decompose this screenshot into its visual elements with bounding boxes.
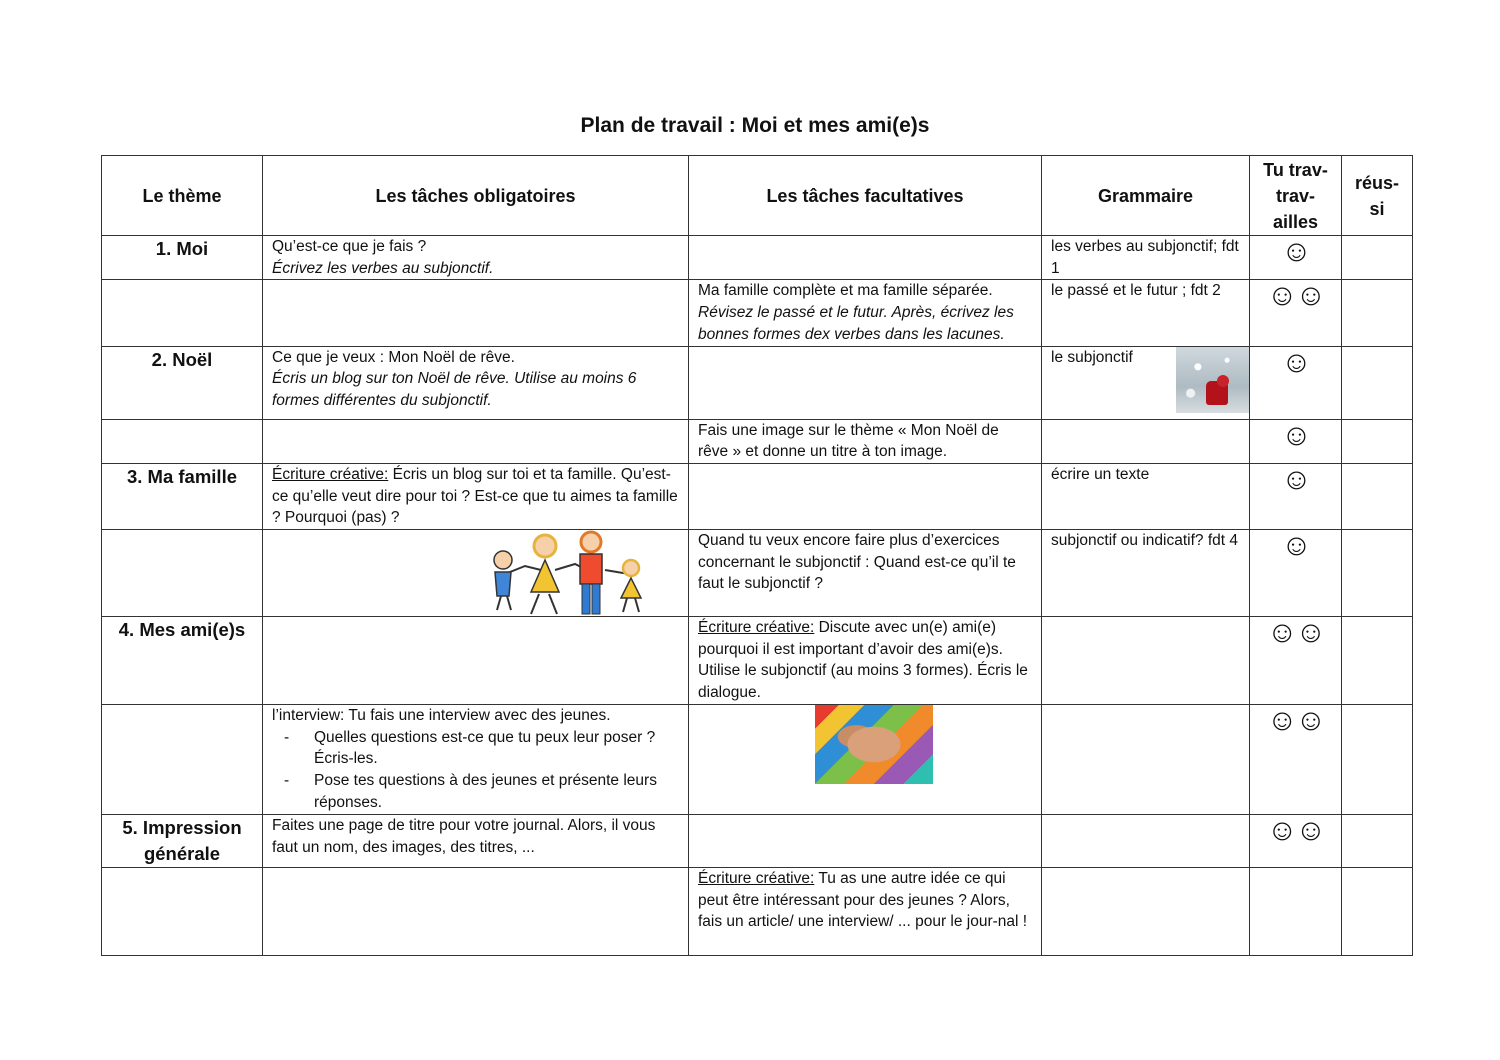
grammar-cell — [1042, 815, 1250, 868]
header-reussi: réus- si — [1342, 156, 1413, 236]
header-obligatoires: Les tâches obligatoires — [263, 156, 689, 236]
reussi-cell[interactable] — [1342, 530, 1413, 617]
reussi-cell[interactable] — [1342, 419, 1413, 463]
task-obligatoire: Qu’est-ce que je fais ? Écrivez les verbes au subjonctif. — [263, 236, 689, 280]
task-obligatoire — [263, 419, 689, 463]
reussi-cell[interactable] — [1342, 815, 1413, 868]
smiley-icon: ☺ — [1250, 346, 1342, 419]
smiley-icon: ☺☺ — [1250, 705, 1342, 815]
task-obligatoire — [263, 617, 689, 705]
task-facultative — [689, 463, 1042, 529]
table-row — [102, 463, 1413, 529]
table-row — [102, 530, 1413, 617]
theme-cell: 3. Ma famille — [102, 463, 263, 529]
reussi-cell[interactable] — [1342, 463, 1413, 529]
table-row — [102, 236, 1413, 280]
christmas-gift-image — [1176, 347, 1249, 413]
header-travailles: Tu trav- trav- ailles — [1250, 156, 1342, 236]
theme-cell — [102, 705, 263, 815]
interview-list — [272, 727, 679, 814]
grammar-cell: les verbes au subjonctif; fdt 1 — [1042, 236, 1250, 280]
table-row — [102, 705, 1413, 815]
travailles-cell — [1250, 868, 1342, 956]
page-title: Plan de travail : Moi et mes ami(e)s — [580, 114, 930, 137]
task-obligatoire: Écriture créative: Écris un blog sur toi et ta famille. Qu’est-ce qu’elle veut dire pour toi ? Est-ce que tu aimes ta famille ? Pourquoi (pas) ? — [263, 463, 689, 529]
theme-cell — [102, 280, 263, 346]
grammar-cell: le passé et le futur ; fdt 2 — [1042, 280, 1250, 346]
smiley-icon: ☺☺ — [1250, 815, 1342, 868]
work-plan-table — [101, 155, 1413, 956]
task-obligatoire — [263, 530, 689, 617]
grammar-cell — [1042, 868, 1250, 956]
header-facultatives: Les tâches facultatives — [689, 156, 1042, 236]
task-obligatoire: Faites une page de titre pour votre journal. Alors, il vous faut un nom, des images, des titres, ... — [263, 815, 689, 868]
hands-together-image — [815, 705, 933, 784]
grammar-cell: subjonctif ou indicatif? fdt 4 — [1042, 530, 1250, 617]
reussi-cell[interactable] — [1342, 280, 1413, 346]
reussi-cell[interactable] — [1342, 705, 1413, 815]
task-facultative — [689, 236, 1042, 280]
task-facultative: Écriture créative: Tu as une autre idée ce qui peut être intéressant pour des jeunes ? Alors, fais un article/ une interview/ ... pour le jour-nal ! — [689, 868, 1042, 956]
list-item: - Pose tes questions à des jeunes et présente leurs réponses. — [272, 770, 679, 813]
smiley-icon: ☺ — [1250, 530, 1342, 617]
reussi-cell[interactable] — [1342, 617, 1413, 705]
reussi-cell[interactable] — [1342, 346, 1413, 419]
theme-cell — [102, 868, 263, 956]
task-facultative: Ma famille complète et ma famille séparée. Révisez le passé et le futur. Après, écrivez les bonnes formes dex verbes dans les lacunes. — [689, 280, 1042, 346]
table-row — [102, 617, 1413, 705]
smiley-icon: ☺ — [1250, 419, 1342, 463]
theme-cell: 2. Noël — [102, 346, 263, 419]
task-facultative: Fais une image sur le thème « Mon Noël de rêve » et donne un titre à ton image. — [689, 419, 1042, 463]
grammar-cell: écrire un texte — [1042, 463, 1250, 529]
family-drawing-image — [479, 530, 655, 616]
task-obligatoire — [263, 280, 689, 346]
table-row — [102, 815, 1413, 868]
task-facultative — [689, 815, 1042, 868]
table-row — [102, 280, 1413, 346]
table-row — [102, 419, 1413, 463]
header-grammaire: Grammaire — [1042, 156, 1250, 236]
task-facultative — [689, 346, 1042, 419]
task-facultative: Écriture créative: Discute avec un(e) ami(e) pourquoi il est important d’avoir des ami(e)s. Utilise le subjonctif (au moins 3 formes). Écris le dialogue. — [689, 617, 1042, 705]
theme-cell: 1. Moi — [102, 236, 263, 280]
task-obligatoire — [263, 868, 689, 956]
grammar-cell — [1042, 705, 1250, 815]
task-obligatoire: l’interview: Tu fais une interview avec des jeunes. - Quelles questions est-ce que tu peux leur poser ? Écris-les. - Pose tes questions à des jeunes et présente leurs réponses. — [263, 705, 689, 815]
grammar-cell — [1042, 617, 1250, 705]
reussi-cell[interactable] — [1342, 236, 1413, 280]
header-row — [102, 156, 1413, 236]
grammar-cell — [1042, 419, 1250, 463]
smiley-icon: ☺ — [1250, 236, 1342, 280]
task-facultative: Quand tu veux encore faire plus d’exercices concernant le subjonctif : Quand est-ce qu’il te faut le subjonctif ? — [689, 530, 1042, 617]
table-row — [102, 346, 1413, 419]
theme-cell: 4. Mes ami(e)s — [102, 617, 263, 705]
table-row — [102, 868, 1413, 956]
reussi-cell[interactable] — [1342, 868, 1413, 956]
smiley-icon: ☺☺ — [1250, 280, 1342, 346]
grammar-cell: le subjonctif — [1042, 346, 1250, 419]
theme-cell — [102, 419, 263, 463]
smiley-icon: ☺☺ — [1250, 617, 1342, 705]
task-facultative — [689, 705, 1042, 815]
smiley-icon: ☺ — [1250, 463, 1342, 529]
header-theme: Le thème — [102, 156, 263, 236]
theme-cell: 5. Impression générale — [102, 815, 263, 868]
list-item: - Quelles questions est-ce que tu peux leur poser ? Écris-les. — [272, 727, 679, 770]
theme-cell — [102, 530, 263, 617]
task-obligatoire: Ce que je veux : Mon Noël de rêve. Écris un blog sur ton Noël de rêve. Utilise au moins 6 formes différentes du subjonctif. — [263, 346, 689, 419]
